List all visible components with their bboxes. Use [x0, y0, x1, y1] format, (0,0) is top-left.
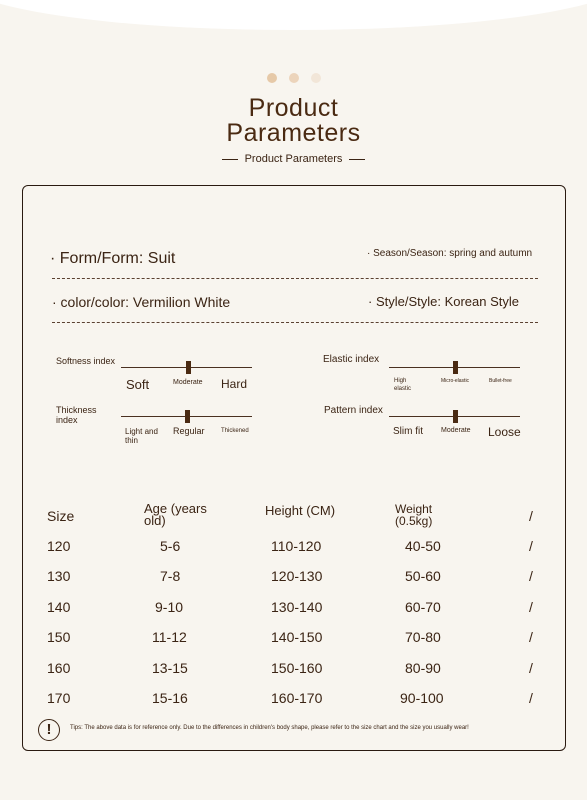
pattern-index-label: Pattern index	[324, 405, 383, 416]
pattern-index-marker	[453, 410, 458, 423]
pattern-option-slim-fit: Slim fit	[393, 426, 423, 437]
attribute-season: · Season/Season: spring and autumn	[367, 248, 533, 259]
weight-column-header: Weight (0.5kg)	[395, 502, 433, 528]
thickness-option-thickened: Thickened	[221, 428, 249, 434]
height-cell: 110-120	[271, 538, 322, 554]
attribute-color: · color/color: Vermilion White	[52, 294, 231, 310]
softness-index-marker	[186, 361, 191, 374]
subtitle-dash-right	[349, 159, 365, 160]
pattern-option-loose: Loose	[488, 425, 521, 439]
softness-index-label: Softness index	[56, 356, 116, 366]
size-cell: 160	[47, 660, 71, 676]
age-cell: 13-15	[152, 660, 188, 676]
subtitle-dash-left	[222, 159, 238, 160]
page-title-line-1: Product	[248, 94, 339, 122]
size-column-header: Size	[47, 508, 75, 524]
thickness-index-label: Thickness index	[56, 405, 97, 425]
extra-cell: /	[529, 629, 533, 645]
height-cell: 160-170	[271, 690, 323, 706]
subtitle-text: Product Parameters	[244, 153, 343, 165]
pattern-option-moderate: Moderate	[441, 427, 471, 434]
size-cell: 170	[47, 690, 71, 706]
top-background-curve	[0, 0, 587, 30]
weight-cell: 50-60	[405, 568, 441, 584]
attribute-form: · Form/Form: Suit	[50, 250, 176, 267]
age-cell: 15-16	[152, 690, 188, 706]
elastic-index-marker	[453, 361, 458, 374]
page-subtitle	[0, 153, 587, 165]
size-cell: 120	[47, 538, 71, 554]
weight-cell: 40-50	[405, 538, 441, 554]
height-cell: 120-130	[271, 568, 323, 584]
extra-cell: /	[529, 660, 533, 676]
decor-dot	[289, 73, 299, 83]
age-cell: 9-10	[155, 599, 184, 615]
height-cell: 150-160	[271, 660, 323, 676]
extra-column-header: /	[529, 508, 533, 524]
page-title	[0, 96, 587, 146]
size-cell: 140	[47, 599, 71, 615]
weight-cell: 80-90	[405, 660, 441, 676]
attribute-style: · Style/Style: Korean Style	[368, 294, 520, 309]
size-cell: 130	[47, 568, 71, 584]
tips-text: Tips: The above data is for reference only. Due to the differences in children's body shape, please refer to the size chart and the size you usually wear!	[70, 725, 469, 731]
weight-cell: 70-80	[405, 629, 441, 645]
extra-cell: /	[529, 690, 533, 706]
exclamation-icon: !	[38, 719, 60, 741]
extra-cell: /	[529, 538, 533, 554]
elastic-option-bullet-free: Bullet-free	[489, 378, 512, 384]
weight-cell: 60-70	[405, 599, 441, 615]
age-column-header: Age (years old)	[144, 501, 207, 528]
decor-dot	[267, 73, 277, 83]
size-cell: 150	[47, 629, 71, 645]
height-column-header: Height (CM)	[265, 503, 336, 518]
softness-option-soft: Soft	[126, 377, 150, 392]
elastic-option-high: High elastic	[394, 378, 412, 392]
thickness-index-marker	[185, 410, 190, 423]
page-title-line-2: Parameters	[226, 119, 361, 147]
dashed-divider	[52, 278, 538, 279]
height-cell: 130-140	[271, 599, 323, 615]
weight-cell: 90-100	[400, 690, 444, 706]
elastic-index-label: Elastic index	[323, 354, 380, 365]
age-cell: 11-12	[152, 629, 187, 645]
age-cell: 7-8	[160, 568, 181, 584]
age-cell: 5-6	[160, 538, 181, 554]
extra-cell: /	[529, 568, 533, 584]
thickness-option-regular: Regular	[173, 426, 205, 436]
dashed-divider	[52, 322, 538, 323]
elastic-option-micro: Micro-elastic	[441, 378, 470, 384]
decorative-dots	[0, 70, 587, 88]
extra-cell: /	[529, 599, 533, 615]
height-cell: 140-150	[271, 629, 323, 645]
softness-option-hard: Hard	[221, 377, 248, 391]
decor-dot	[311, 73, 321, 83]
softness-option-moderate: Moderate	[173, 379, 203, 386]
thickness-option-light: Light and thin	[125, 427, 158, 445]
